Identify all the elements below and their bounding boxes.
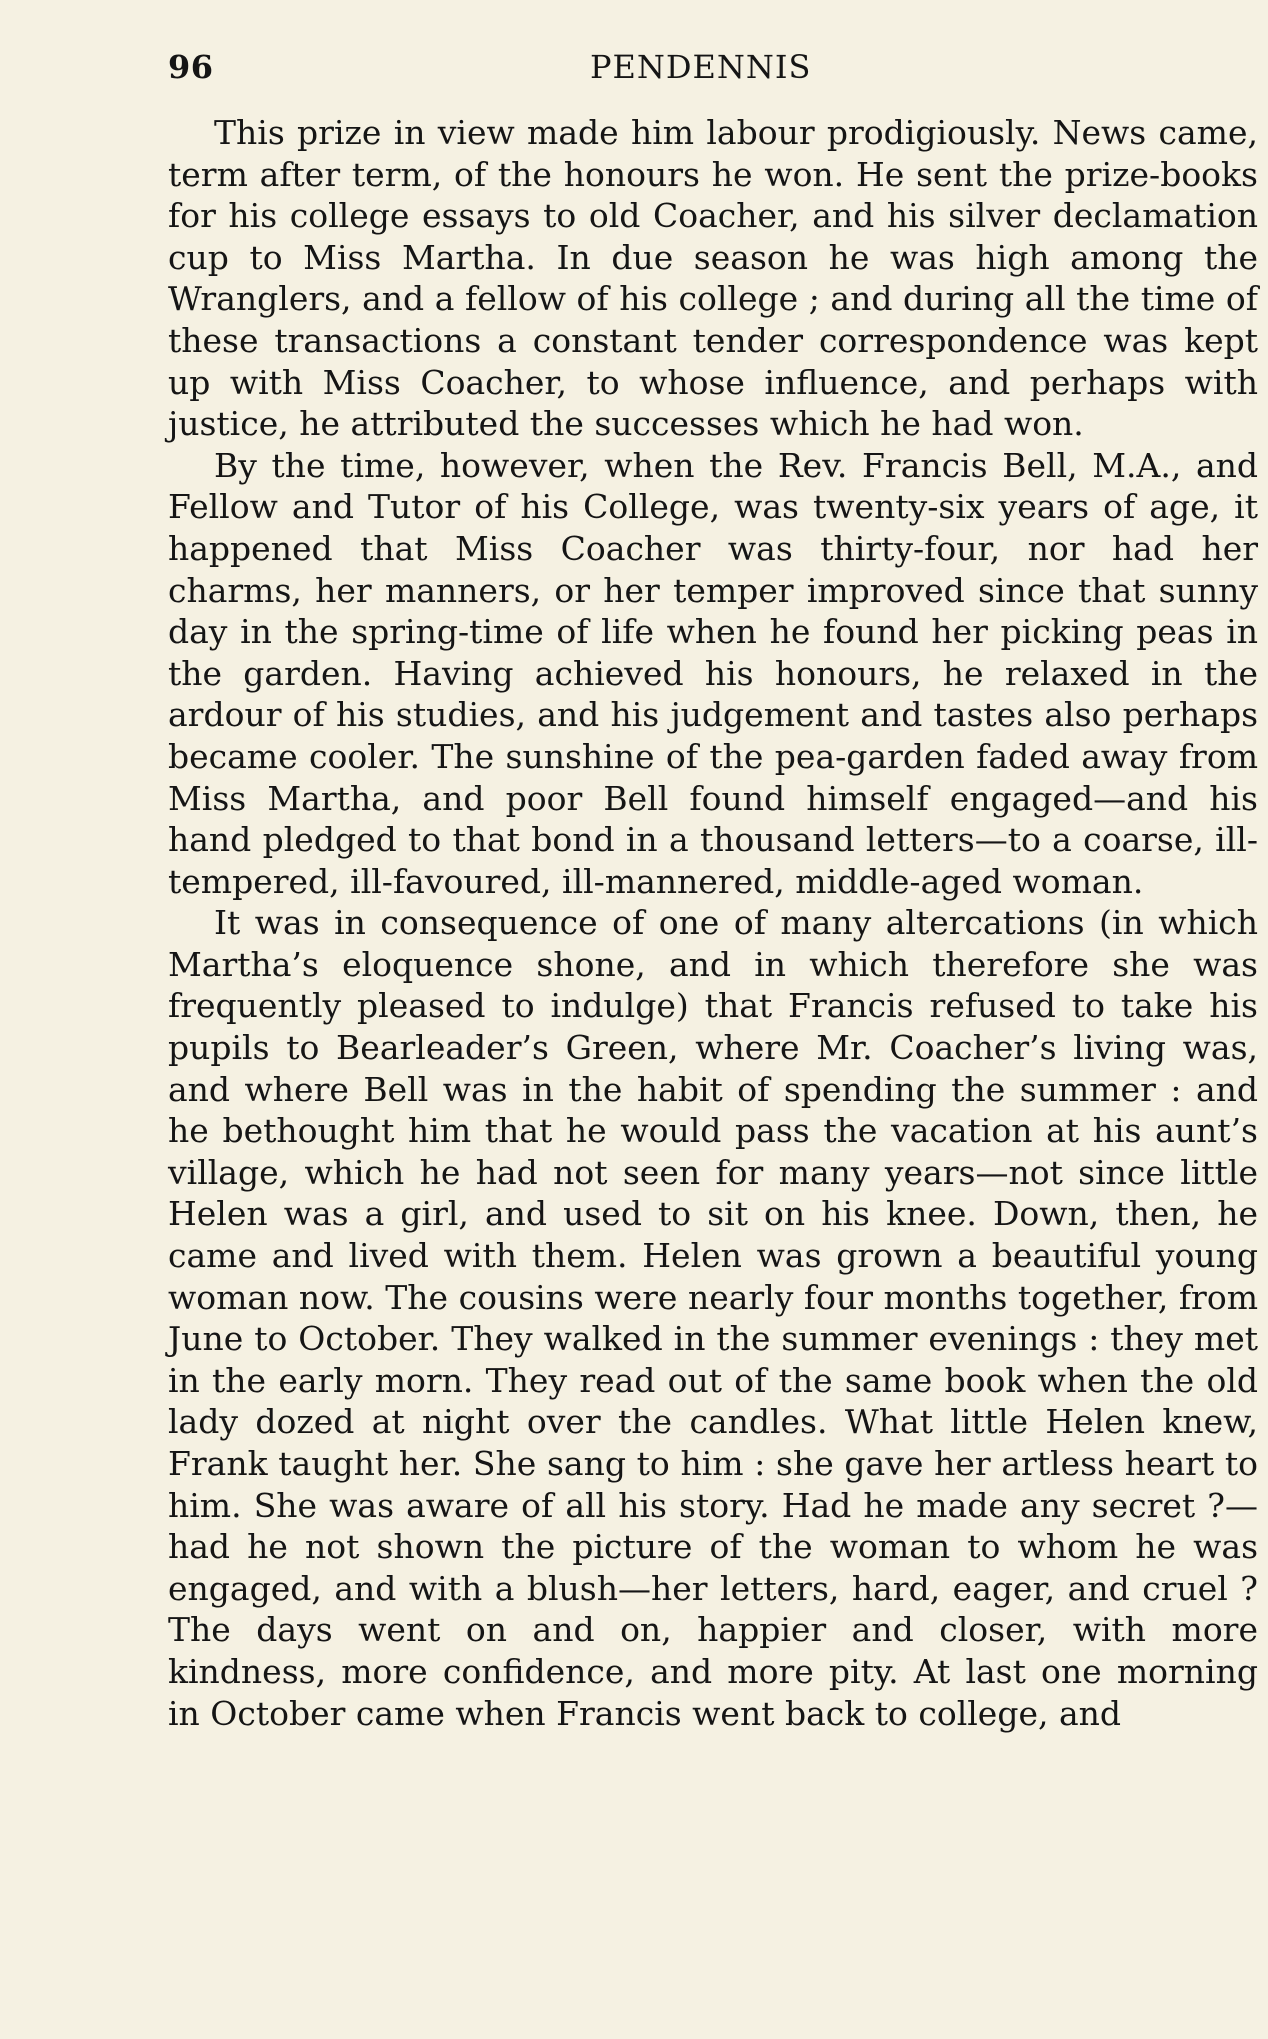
paragraph: By the time, however, when the Rev. Francis Bell, M.A., and Fellow and Tutor of his College, was twenty-six years of age, it happened that Miss Coacher was thirty-four, nor had her charms, her manners, or her temper improved since that sunny day in the spring-time of life when he found her picking peas in the garden. Having achieved his honours, he relaxed in the ardour of his studies, and his judgement and tastes also perhaps became cooler. The sunshine of the pea-garden faded away from Miss Martha, and poor Bell found himself engaged—and his hand pledged to that bond in a thousand letters—to a coarse, ill-tempered, ill-favoured, ill-mannered, middle-aged woman. [168, 445, 1258, 901]
body-text [168, 112, 1258, 1734]
paragraph: This prize in view made him labour prodigiously. News came, term after term, of the honours he won. He sent the prize-books for his college essays to old Coacher, and his silver declamation cup to Miss Martha. In due season he was high among the Wranglers, and a fellow of his college ; and during all the time of these transactions a constant tender correspondence was kept up with Miss Coacher, to whose influence, and perhaps with justice, he attributed the successes which he had won. [168, 113, 1258, 444]
book-page [168, 40, 1258, 1734]
page-number: 96 [168, 48, 214, 86]
running-title: PENDENNIS [590, 48, 812, 86]
paragraph: It was in consequence of one of many altercations (in which Martha’s eloquence shone, and in which therefore she was frequently pleased to indulge) that Francis refused to take his pupils to Bearleader’s Green, where Mr. Coacher’s living was, and where Bell was in the habit of spending the summer : and he bethought him that he would pass the vacation at his aunt’s village, which he had not seen for many years—not since little Helen was a girl, and used to sit on his knee. Down, then, he came and lived with them. Helen was grown a beautiful young woman now. The cousins were nearly four months together, from June to October. They walked in the summer evenings : they met in the early morn. They read out of the same book when the old lady dozed at night over the candles. What little Helen knew, Frank taught her. She sang to him : she gave her artless heart to him. She was aware of all his story. Had he made any secret ?—had he not shown the picture of the woman to whom he was engaged, and with a blush—her letters, hard, eager, and cruel ? The days went on and on, happier and closer, with more kindness, more confidence, and more pity. At last one morning in October came when Francis went back to college, and [168, 903, 1258, 1733]
page-header [168, 40, 1258, 100]
